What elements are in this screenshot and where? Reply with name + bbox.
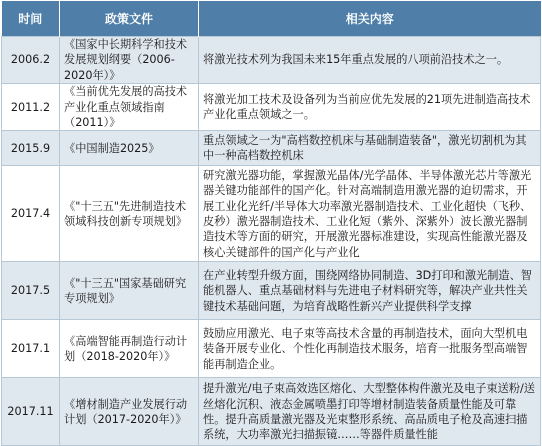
row-policy: 《国家中长期科学和技术发展规划纲要（2006-2020年）》	[60, 37, 199, 84]
table-row	[2, 131, 541, 166]
table-row	[2, 37, 541, 84]
row-time: 2006.2	[2, 37, 60, 84]
table-row	[2, 320, 541, 378]
row-policy: 《增材制造产业发展行动计划（2017-2020年）》	[60, 378, 199, 446]
row-policy: 《高端智能再制造行动计划（2018-2020年）》	[60, 320, 199, 378]
row-time: 2017.11	[2, 378, 60, 446]
row-content: 研究激光器功能，掌握激光晶体/光学晶体、半导体激光芯片等激光器关键功能部件的国产化。针对高端制造用激光器的迫切需求，开展工业化光纤/半导体大功率激光器制造技术、工业化超快（飞秒、皮秒）激光器制造技术、工业化短（紫外、深紫外）波长激光器制造技术等方面的研究，开展激光器标准建设，实现高性能激光器及核心关键部件的国产化与产业化	[199, 166, 541, 262]
row-policy: 《当前优先发展的高技术产业化重点领域指南（2011）》	[60, 84, 199, 131]
row-time: 2011.2	[2, 84, 60, 131]
row-time: 2015.9	[2, 131, 60, 166]
table-row	[2, 262, 541, 320]
row-content: 将激光技术列为我国未来15年重点发展的八项前沿技术之一。	[199, 37, 541, 84]
table-row	[2, 166, 541, 262]
row-content: 鼓励应用激光、电子束等高技术含量的再制造技术，面向大型机电装备开展专业化、个性化再制造技术服务，培育一批服务型高端智能再制造企业。	[199, 320, 541, 378]
table-row	[2, 84, 541, 131]
row-policy: 《"十三五"国家基础研究专项规划》	[60, 262, 199, 320]
header-policy: 政策文件	[60, 1, 199, 37]
row-content: 提升激光/电子束高效选区熔化、大型整体构件激光及电子束送粉/送丝熔化沉积、液态金属喷墨打印等增材制造装备质量性能及可靠性。提升高质量激光器及光束整形系统、高品质电子枪及高速扫描系统，大功率激光扫描振镜……等器件质量性能	[199, 378, 541, 446]
header-time: 时间	[2, 1, 60, 37]
row-time: 2017.5	[2, 262, 60, 320]
row-content: 将激光加工技术及设备列为当前应优先发展的21项先进制造高技术产业化重点领域之一。	[199, 84, 541, 131]
row-policy: 《中国制造2025》	[60, 131, 199, 166]
row-content: 在产业转型升级方面，围绕网络协同制造、3D打印和激光制造、智能机器人、重点基础材料与先进电子材料研究等，解决产业共性关键技术基础问题，为培育战略性新兴产业提供科学支撑	[199, 262, 541, 320]
row-content: 重点领域之一为"高档数控机床与基础制造装备"，激光切割机为其中一种高档数控机床	[199, 131, 541, 166]
policy-table	[1, 1, 541, 446]
table-header-row	[2, 1, 541, 37]
row-time: 2017.4	[2, 166, 60, 262]
table-row	[2, 378, 541, 446]
header-content: 相关内容	[199, 1, 541, 37]
row-policy: 《"十三五"先进制造技术领域科技创新专项规划》	[60, 166, 199, 262]
row-time: 2017.1	[2, 320, 60, 378]
